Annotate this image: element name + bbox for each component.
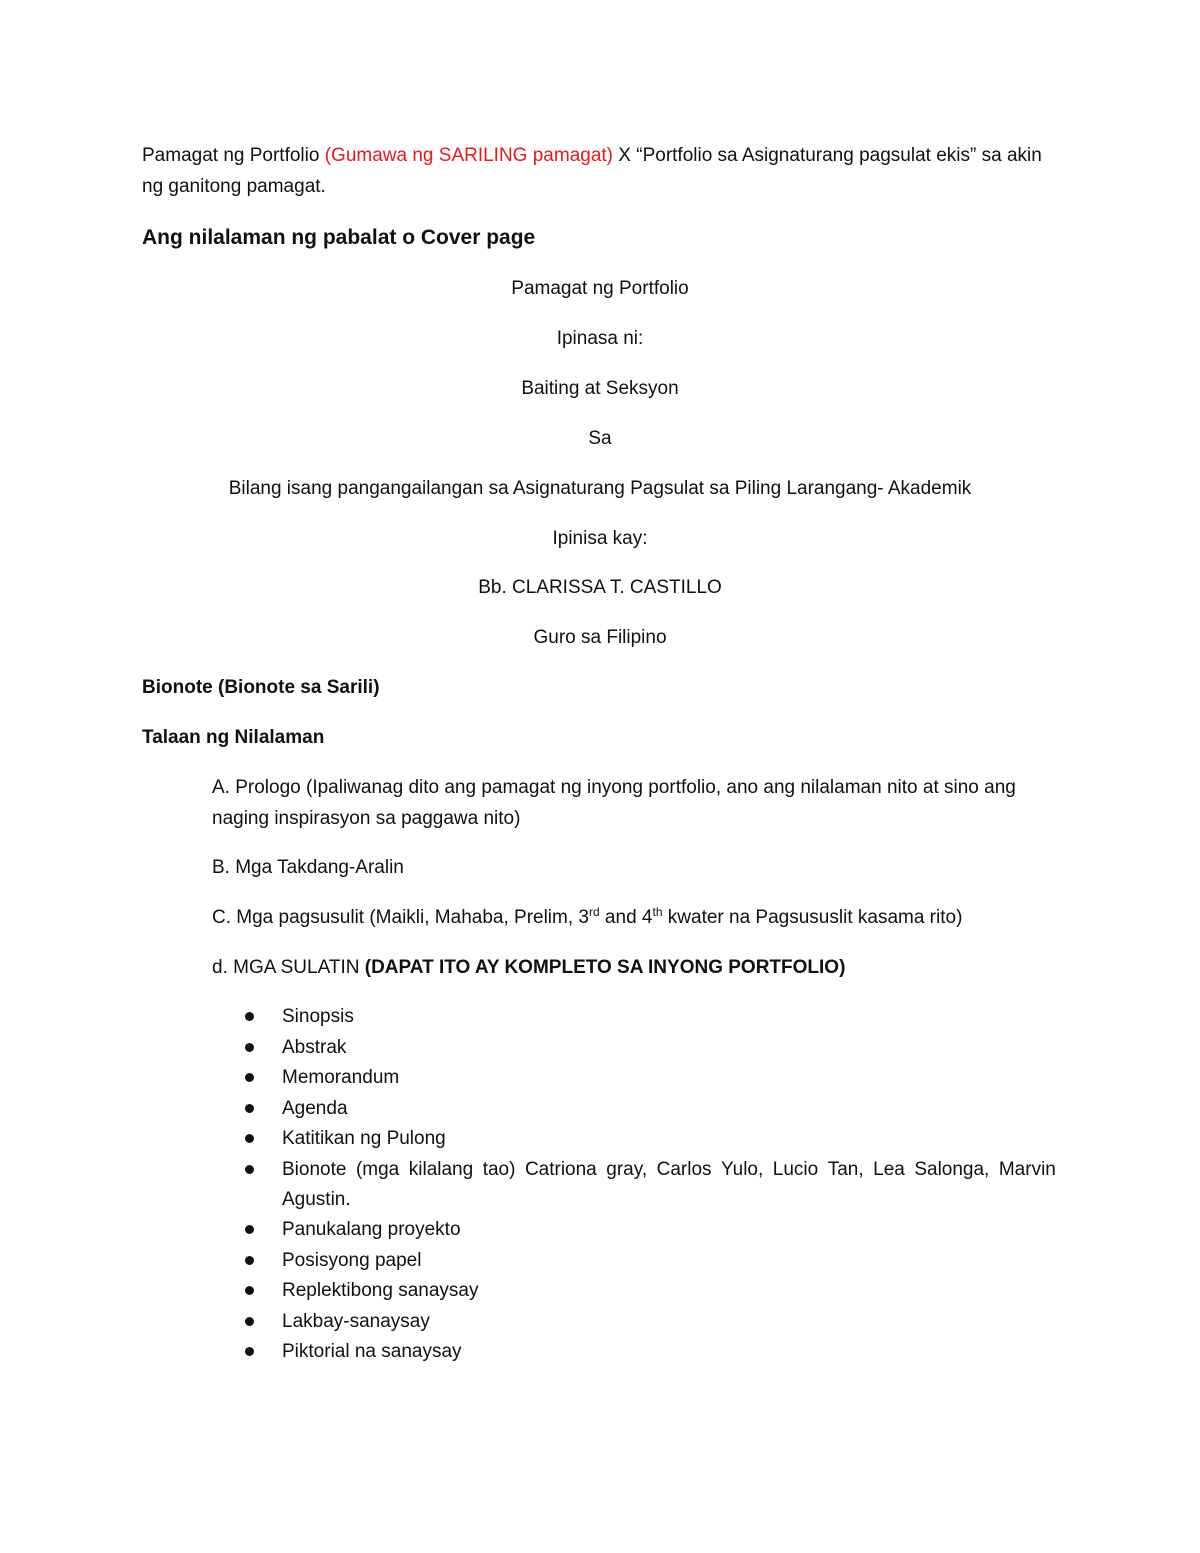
bullet-icon (245, 1104, 254, 1113)
bionote-word: kilalang (408, 1159, 474, 1180)
list-item-replektibo: Replektibong sanaysay (282, 1280, 479, 1301)
toc-item-c-text2: and 4 (599, 907, 653, 928)
cover-line-guro: Guro sa Filipino (533, 627, 667, 648)
bionote-word: Salonga, (914, 1159, 990, 1180)
bionote-word: gray, (606, 1159, 648, 1180)
list-item-bionote (282, 1158, 1056, 1182)
bionote-word: Yulo, (721, 1159, 764, 1180)
toc-item-d-text: d. MGA SULATIN (212, 957, 365, 978)
bionote-word: Tan, (827, 1159, 864, 1180)
list-item-panukala: Panukalang proyekto (282, 1219, 461, 1240)
cover-line-sa: Sa (588, 428, 612, 449)
bionote-word: tao) (482, 1159, 516, 1180)
bionote-word: Marvin (998, 1159, 1056, 1180)
toc-item-a (212, 776, 1016, 800)
bionote-word: (mga (355, 1159, 400, 1180)
list-item-sinopsis: Sinopsis (282, 1006, 354, 1027)
toc-item-c-sup1: rd (588, 905, 600, 919)
toc-item-c-text3: kwater na Pagsususlit kasama rito) (662, 907, 963, 928)
toc-item-a-label: A. (212, 777, 230, 798)
list-item-agenda: Agenda (282, 1098, 348, 1119)
bullet-icon (245, 1073, 254, 1082)
bionote-word: Lea (873, 1159, 905, 1180)
toc-item-d-bold: (DAPAT ITO AY KOMPLETO SA INYONG PORTFOLIO) (364, 957, 846, 978)
list-item-lakbay: Lakbay-sanaysay (282, 1311, 430, 1332)
cover-line-ipinisa: Ipinisa kay: (552, 528, 648, 549)
cover-line-bilang: Bilang isang pangangailangan sa Asignaturang Pagsulat sa Piling Larangang- Akademik (228, 478, 972, 499)
intro-red-note: (Gumawa ng SARILING pamagat) (324, 145, 614, 166)
toc-item-d (212, 956, 845, 980)
bullet-icon (245, 1165, 254, 1174)
bullet-icon (245, 1256, 254, 1265)
toc-heading: Talaan ng Nilalaman (142, 727, 325, 748)
bionote-word: Carlos (656, 1159, 712, 1180)
list-item-katitikan: Katitikan ng Pulong (282, 1128, 446, 1149)
list-item-piktorial: Piktorial na sanaysay (282, 1341, 462, 1362)
toc-item-b: B. Mga Takdang-Aralin (212, 857, 404, 878)
toc-item-c-sup2: th (652, 905, 663, 919)
bullet-icon (245, 1286, 254, 1295)
cover-line-teacher: Bb. CLARISSA T. CASTILLO (478, 577, 722, 598)
bionote-heading: Bionote (Bionote sa Sarili) (142, 677, 380, 698)
list-item-abstrak: Abstrak (282, 1037, 347, 1058)
bionote-word: Catriona (524, 1159, 597, 1180)
bullet-icon (245, 1012, 254, 1021)
bullet-icon (245, 1317, 254, 1326)
bullet-icon (245, 1225, 254, 1234)
intro-text-2: X “Portfolio sa Asignaturang pagsulat ekis” sa akin (613, 145, 1042, 166)
bullet-icon (245, 1134, 254, 1143)
intro-line-1 (142, 144, 1042, 168)
list-item-posisyon: Posisyong papel (282, 1250, 422, 1271)
cover-line-ipinasa: Ipinasa ni: (556, 328, 644, 349)
toc-item-c-text1: C. Mga pagsusulit (Maikli, Mahaba, Prelim, 3 (212, 907, 589, 928)
toc-item-a-line2: naging inspirasyon sa paggawa nito) (212, 808, 521, 829)
toc-item-c (212, 906, 962, 930)
bullet-icon (245, 1347, 254, 1356)
bullet-icon (245, 1043, 254, 1052)
toc-item-a-text: Prologo (Ipaliwanag dito ang pamagat ng inyong portfolio, ano ang nilalaman nito at sino ang (235, 777, 1016, 798)
list-item-bionote-line2: Agustin. (282, 1189, 351, 1210)
cover-line-baiting: Baiting at Seksyon (521, 378, 679, 399)
intro-line-2: ng ganitong pamagat. (142, 176, 326, 197)
intro-text-1: Pamagat ng Portfolio (142, 145, 325, 166)
bionote-word: Bionote (282, 1159, 347, 1180)
cover-line-title: Pamagat ng Portfolio (511, 278, 689, 299)
list-item-memorandum: Memorandum (282, 1067, 400, 1088)
cover-heading: Ang nilalaman ng pabalat o Cover page (142, 226, 536, 249)
bionote-word: Lucio (772, 1159, 819, 1180)
